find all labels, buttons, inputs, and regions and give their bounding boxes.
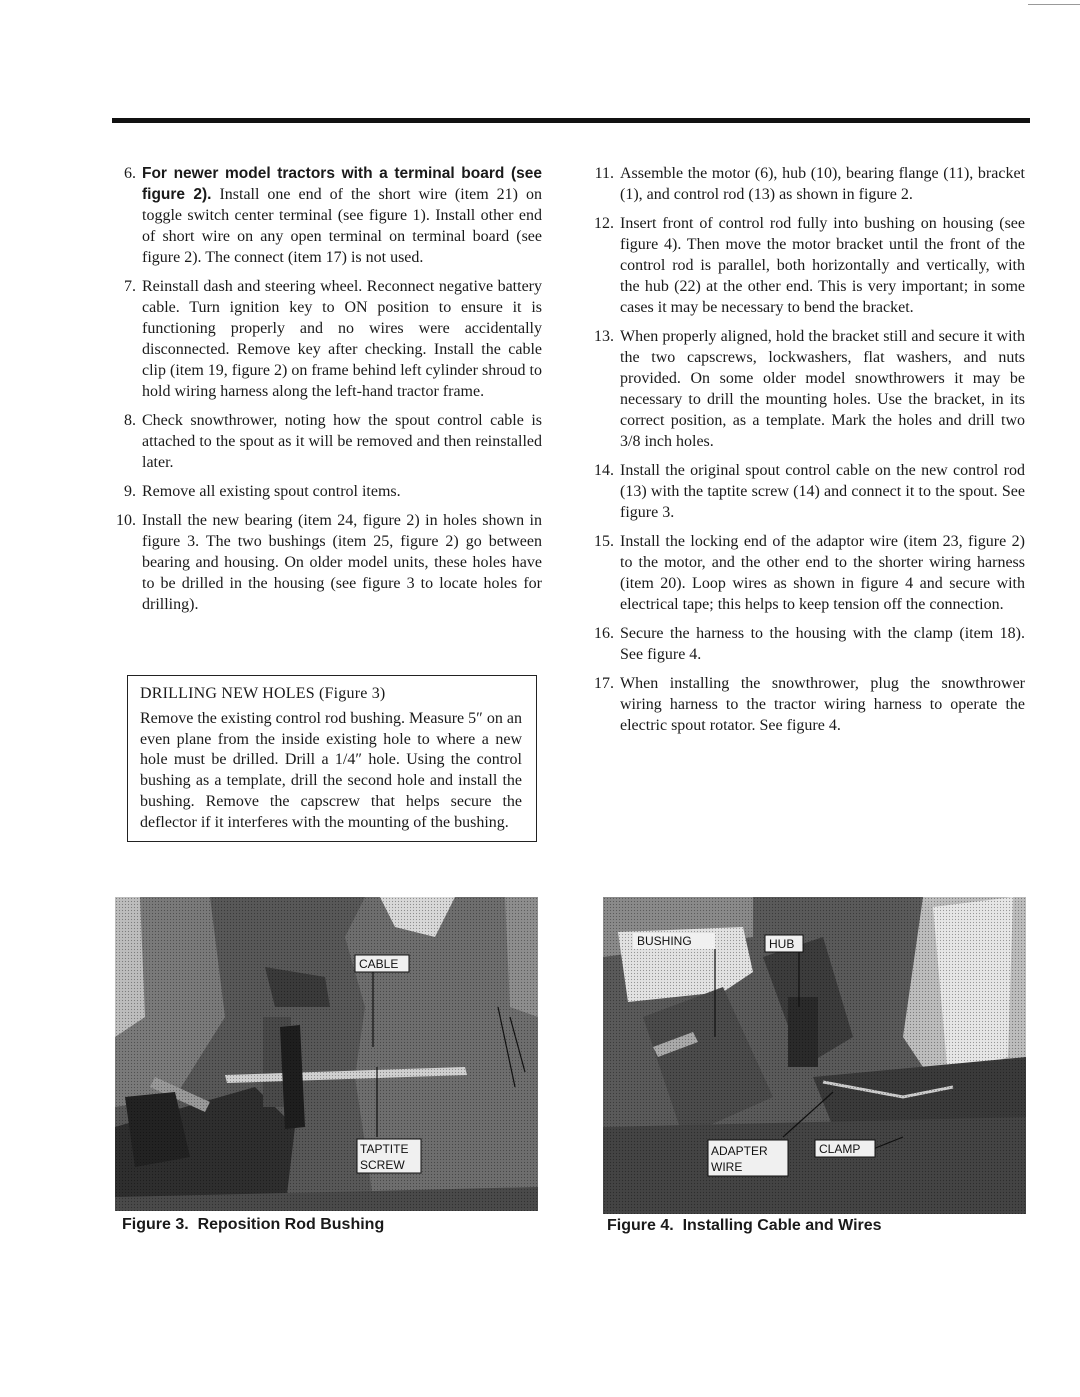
step-text: Install the new bearing (item 24, figure 2) in holes shown in figure 3. The two bushings (item 25, figure 2) go between bearing and housing. On older model units, these holes have to be drilled in the housing (see figure 3 to locate holes for drilling).	[142, 512, 542, 613]
figure-4-photo	[603, 897, 1026, 1214]
header-rule	[112, 118, 1030, 123]
step-number: 7.	[124, 278, 136, 295]
step-text: When properly aligned, hold the bracket still and secure it with the two capscrews, lockwashers, flat washers, and nuts provided. On some older model snowthrowers it may be necessary to drill the mounting holes. Use the bracket, in its correct position, as a template. Mark the holes and drill two 3/8 inch holes.	[620, 328, 1025, 450]
label-screw: SCREW	[360, 1158, 405, 1172]
figure-3-photo	[115, 897, 538, 1211]
step-9	[112, 481, 542, 502]
step-text: Insert front of control rod fully into bushing on housing (see figure 4). Then move the motor bracket until the front of the control rod is parallel, both horizontally and vertically, with the hub (22) at the other end. This is very important; in some cases it may be necessary to bend the bracket.	[620, 215, 1025, 316]
step-14	[590, 460, 1025, 523]
step-text: Install the locking end of the adaptor wire (item 23, figure 2) to the motor, and the other end to the shorter wiring harness (item 20). Loop wires as shown in figure 4 and secure with electrical tape; this helps to keep tension off the connection.	[620, 533, 1025, 613]
step-number: 11.	[594, 165, 614, 182]
figure-4-caption: Figure 4. Installing Cable and Wires	[607, 1217, 882, 1234]
step-text: Reinstall dash and steering wheel. Reconnect negative battery cable. Turn ignition key to ON position to ensure it is functioning properly and no wires were accidentally disconnected. Remove key after checking. Install the cable clip (item 19, figure 2) on frame behind left cylinder shroud to hold wiring harness along the left-hand tractor frame.	[142, 278, 542, 400]
step-text: When installing the snowthrower, plug the snowthrower wiring harness to the tractor wiring harness to operate the electric spout rotator. See figure 4.	[620, 675, 1025, 734]
step-number: 15.	[594, 533, 614, 550]
step-number: 12.	[594, 215, 614, 232]
label-bushing: BUSHING	[637, 934, 692, 948]
box-title: DRILLING NEW HOLES (Figure 3)	[140, 685, 386, 702]
label-wire: WIRE	[711, 1160, 743, 1174]
step-text: Install one end of the short wire (item 21) on toggle switch center terminal (see figure 1). Install other end of short wire on any open terminal on terminal board (see figure 2). The connect (item 17) is not used.	[142, 186, 543, 266]
step-number: 6.	[124, 165, 136, 182]
step-17	[590, 673, 1025, 736]
drilling-note-box	[127, 675, 537, 842]
label-adapter: ADAPTER	[711, 1144, 768, 1158]
step-7	[112, 276, 542, 402]
step-6	[112, 163, 542, 268]
step-8	[112, 410, 542, 473]
step-number: 8.	[124, 412, 136, 429]
step-text: Check snowthrower, noting how the spout control cable is attached to the spout as it will be removed and then reinstalled later.	[142, 412, 542, 471]
left-column	[112, 163, 542, 623]
step-12	[590, 213, 1025, 318]
corner-mark	[1028, 4, 1080, 5]
label-cable: CABLE	[359, 957, 399, 971]
step-13	[590, 326, 1025, 452]
label-taptite: TAPTITE	[360, 1142, 409, 1156]
right-column	[590, 163, 1025, 744]
step-number: 9.	[124, 483, 136, 500]
step-text: Remove all existing spout control items.	[142, 483, 401, 500]
step-10	[112, 510, 542, 615]
step-number: 10.	[116, 512, 136, 529]
step-16	[590, 623, 1025, 665]
label-hub: HUB	[769, 937, 795, 951]
step-15	[590, 531, 1025, 615]
box-body: Remove the existing control rod bushing. Measure 5″ on an even plane from the inside existing hole to where a new hole must be drilled. Drill a 1/4″ hole. Using the control bushing as a template, drill the second hole and install the bushing. Remove the capscrew that helps secure the deflector if it interferes with the mounting of the bushing.	[140, 709, 522, 831]
step-number: 14.	[594, 462, 614, 479]
step-text: Secure the harness to the housing with the clamp (item 18). See figure 4.	[620, 625, 1025, 663]
step-text: Install the original spout control cable on the new control rod (13) with the taptite screw (14) and connect it to the spout. See figure 3.	[620, 462, 1025, 521]
step-bold-text: For newer model tractors with a terminal board (see figure 2).	[142, 165, 542, 203]
label-clamp: CLAMP	[819, 1142, 861, 1156]
step-11	[590, 163, 1025, 205]
figure-3-caption: Figure 3. Reposition Rod Bushing	[122, 1216, 385, 1233]
step-text: Assemble the motor (6), hub (10), bearing flange (11), bracket (1), and control rod (13) as shown in figure 2.	[620, 165, 1025, 203]
step-number: 16.	[594, 625, 614, 642]
step-number: 17.	[594, 675, 614, 692]
step-number: 13.	[594, 328, 614, 345]
